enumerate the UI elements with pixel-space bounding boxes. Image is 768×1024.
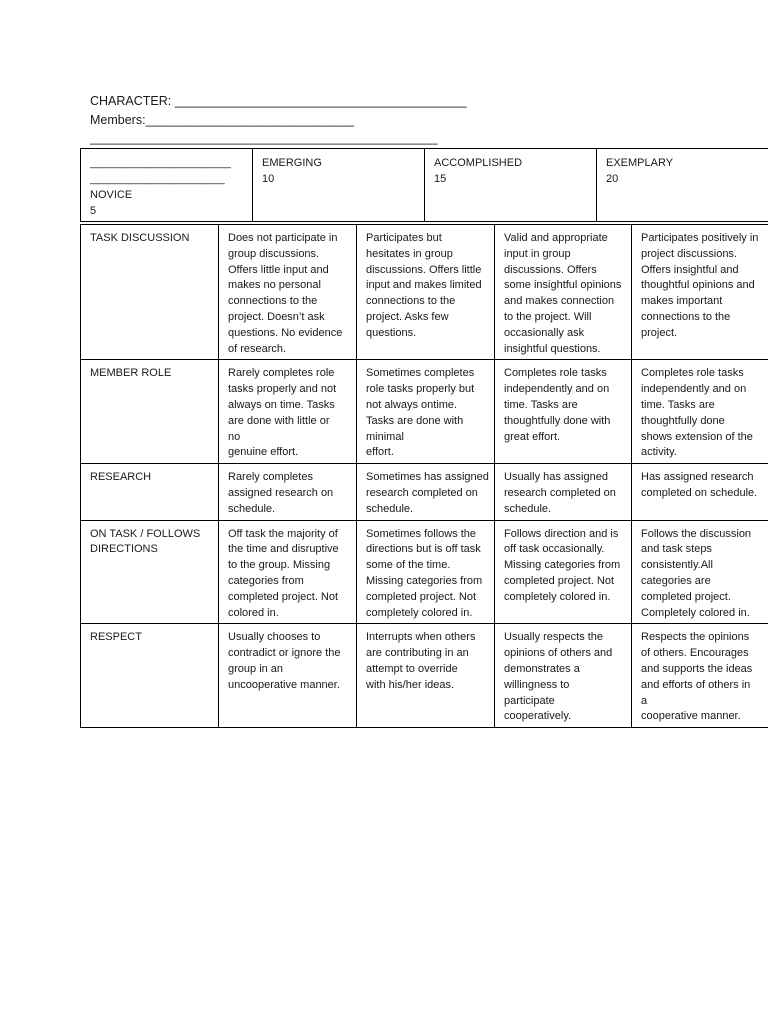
rubric-row-member-role <box>81 360 768 464</box>
category-cell: MEMBER ROLE <box>81 360 219 464</box>
rubric-row-on-task <box>81 520 768 624</box>
category-cell: TASK DISCUSSION <box>81 225 219 360</box>
emerging-points: 10 <box>262 173 275 185</box>
accomplished-cell: Completes role tasks independently and on time. Tasks are thoughtfully done with great effort. <box>495 360 632 464</box>
exemplary-cell: Has assigned research completed on schedule. <box>632 464 768 520</box>
novice-cell: Rarely completes assigned research on schedule. <box>219 464 357 520</box>
accomplished-points: 15 <box>434 173 447 185</box>
novice-level-cell <box>81 149 253 221</box>
accomplished-label: ACCOMPLISHED <box>434 157 523 169</box>
members-field: Members:______________________________ <box>90 113 355 127</box>
emerging-cell: Sometimes has assigned research completed on schedule. <box>357 464 495 520</box>
novice-cell: Usually chooses to contradict or ignore the group in an uncooperative manner. <box>219 624 357 728</box>
rubric-table <box>80 224 768 728</box>
category-cell: ON TASK / FOLLOWS DIRECTIONS <box>81 520 219 624</box>
exemplary-cell: Participates positively in project discussions. Offers insightful and thoughtful opinions and makes important connections to the project. <box>632 225 768 360</box>
character-name-field: CHARACTER: __________________________________________ <box>90 94 467 108</box>
novice-points: 5 <box>90 205 97 217</box>
emerging-cell: Interrupts when others are contributing in an attempt to override with his/her ideas. <box>357 624 495 728</box>
members-continuation-line: __________________________________________________ <box>90 131 438 145</box>
exemplary-cell: Respects the opinions of others. Encourages and supports the ideas and efforts of others in a cooperative manner. <box>632 624 768 728</box>
accomplished-cell: Usually respects the opinions of others and demonstrates a willingness to participate cooperatively. <box>495 624 632 728</box>
accomplished-cell: Usually has assigned research completed on schedule. <box>495 464 632 520</box>
levels-header-box <box>80 148 768 222</box>
exemplary-cell: Completes role tasks independently and on time. Tasks are thoughtfully done shows extension of the activity. <box>632 360 768 464</box>
rubric-row-task-discussion <box>81 225 768 360</box>
exemplary-cell: Follows the discussion and task steps consistently.All categories are completed project. Completely colored in. <box>632 520 768 624</box>
emerging-level-cell <box>253 149 425 221</box>
emerging-cell: Sometimes completes role tasks properly but not always ontime. Tasks are done with minimal effort. <box>357 360 495 464</box>
rubric-row-research <box>81 464 768 520</box>
exemplary-points: 20 <box>606 173 619 185</box>
exemplary-label: EXEMPLARY <box>606 157 674 169</box>
novice-cell: Rarely completes role tasks properly and not always on time. Tasks are done with little or no genuine effort. <box>219 360 357 464</box>
category-cell: RESPECT <box>81 624 219 728</box>
accomplished-level-cell <box>425 149 597 221</box>
blank-line-2: ______________________ <box>90 173 225 185</box>
accomplished-cell: Follows direction and is off task occasionally. Missing categories from completed project. Not completely colored in. <box>495 520 632 624</box>
accomplished-cell: Valid and appropriate input in group discussions. Offers some insightful opinions and makes connection to the project. Will occasionally ask insightful questions. <box>495 225 632 360</box>
novice-cell: Off task the majority of the time and disruptive to the group. Missing categories from completed project. Not colored in. <box>219 520 357 624</box>
category-cell: RESEARCH <box>81 464 219 520</box>
novice-label: NOVICE <box>90 189 133 201</box>
emerging-cell: Participates but hesitates in group discussions. Offers little input and makes limited connections to the project. Asks few questions. <box>357 225 495 360</box>
rubric-row-respect <box>81 624 768 728</box>
emerging-label: EMERGING <box>262 157 322 169</box>
exemplary-level-cell <box>597 149 768 221</box>
novice-cell: Does not participate in group discussions. Offers little input and makes no personal connections to the project. Doesn’t ask questions. No evidence of research. <box>219 225 357 360</box>
blank-line-1: _______________________ <box>90 157 231 169</box>
emerging-cell: Sometimes follows the directions but is off task some of the time. Missing categories from completed project. Not completely colored in. <box>357 520 495 624</box>
